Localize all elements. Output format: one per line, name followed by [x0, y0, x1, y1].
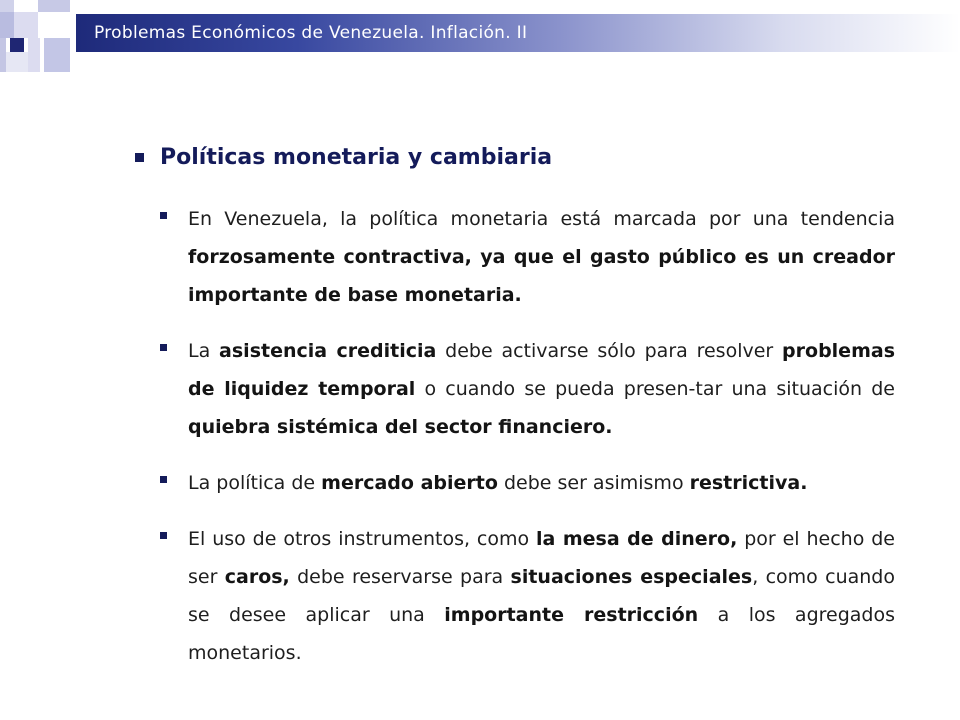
section-heading-row: [135, 145, 552, 170]
square-bullet-icon: [135, 153, 144, 162]
bold-text-segment: forzosamente contractiva, ya que el gasto público es un creador importante de base monetaria.: [188, 246, 895, 306]
bold-text-segment: situaciones especiales: [510, 566, 753, 588]
bold-text-segment: importante restricción: [444, 604, 699, 626]
slide-title: Problemas Económicos de Venezuela. Inflación. II: [94, 23, 528, 43]
text-segment: debe ser asimismo: [497, 472, 690, 494]
bullet-list: [160, 200, 895, 690]
list-item-text: [188, 464, 895, 502]
square-bullet-icon: [160, 532, 167, 539]
bold-text-segment: restrictiva.: [689, 472, 808, 494]
text-segment: , como cuando se desee aplicar una: [188, 566, 895, 626]
text-segment: La política de: [188, 472, 322, 494]
decor-square: [0, 0, 14, 12]
decor-square: [28, 38, 40, 72]
decor-square: [14, 12, 38, 38]
text-segment: El uso de otros instrumentos, como: [188, 528, 537, 550]
bold-text-segment: mercado abierto: [321, 472, 498, 494]
list-item-text: [188, 200, 895, 314]
bold-text-segment: caros,: [224, 566, 290, 588]
list-item: [160, 332, 895, 446]
text-segment: por el hecho de ser: [188, 528, 895, 588]
bold-text-segment: asistencia crediticia: [219, 340, 437, 362]
decor-square-dark: [10, 38, 24, 52]
decor-square: [0, 12, 14, 38]
list-item: [160, 464, 895, 502]
title-bar: [76, 14, 960, 52]
list-item: [160, 520, 895, 672]
list-item: [160, 200, 895, 314]
decor-square: [6, 52, 28, 72]
bold-text-segment: quiebra sistémica del sector financiero.: [188, 416, 613, 438]
text-segment: o cuando se pueda presen-tar una situación de: [415, 378, 895, 400]
square-bullet-icon: [160, 476, 167, 483]
bold-text-segment: problemas de liquidez temporal: [188, 340, 895, 400]
list-item-text: [188, 520, 895, 672]
text-segment: debe reservarse para: [289, 566, 511, 588]
decor-square: [44, 38, 70, 72]
text-segment: En Venezuela, la política monetaria está marcada por una tendencia: [188, 208, 895, 230]
square-bullet-icon: [160, 344, 167, 351]
text-segment: La: [188, 340, 220, 362]
bold-text-segment: la mesa de dinero,: [536, 528, 738, 550]
decor-square: [38, 0, 70, 12]
list-item-text: [188, 332, 895, 446]
text-segment: debe activarse sólo para resolver: [436, 340, 783, 362]
square-bullet-icon: [160, 212, 167, 219]
section-heading: Políticas monetaria y cambiaria: [160, 145, 553, 170]
text-segment: a los agregados monetarios.: [188, 604, 896, 664]
